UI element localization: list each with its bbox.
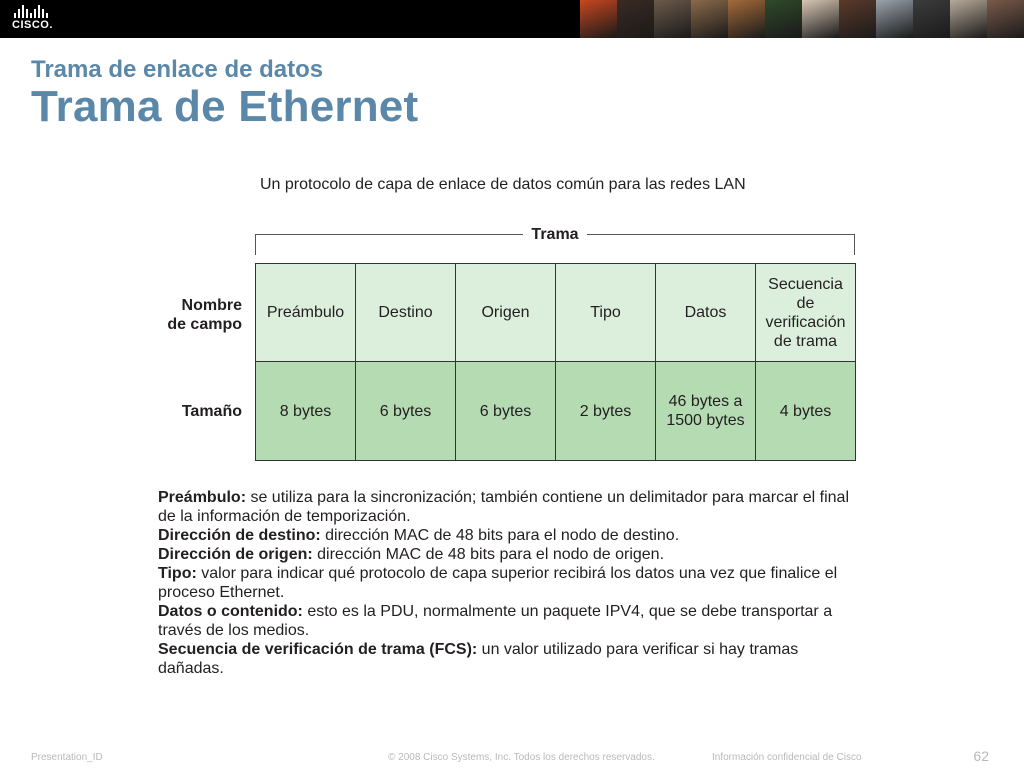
field-name-cell: Preámbulo [256, 264, 356, 362]
footer-copyright: © 2008 Cisco Systems, Inc. Todos los derechos reservados. [388, 752, 655, 763]
frame-bracket [255, 226, 855, 256]
description-item: Dirección de origen: dirección MAC de 48 bits para el nodo de origen. [158, 546, 665, 563]
header-photo [839, 0, 876, 38]
row-label-size: Tamaño [181, 403, 242, 420]
description-item: Preámbulo: se utiliza para la sincronización; también contiene un delimitador para marcar el final de la información de temporización. [158, 489, 849, 525]
header-photo [580, 0, 617, 38]
bracket-label: Trama [255, 226, 855, 244]
field-size-row [256, 362, 856, 461]
diagram-caption: Un protocolo de capa de enlace de datos común para las redes LAN [260, 176, 746, 193]
header-photo [765, 0, 802, 38]
field-size-cell: 46 bytes a 1500 bytes [656, 362, 756, 461]
field-name-cell: Tipo [556, 264, 656, 362]
field-name-cell: Datos [656, 264, 756, 362]
field-size-cell: 4 bytes [756, 362, 856, 461]
header-photo [691, 0, 728, 38]
field-size-cell: 8 bytes [256, 362, 356, 461]
header-photo [802, 0, 839, 38]
description-item: Tipo: valor para indicar qué protocolo de capa superior recibirá los datos una vez que finalice el proceso Ethernet. [158, 565, 838, 601]
row-label-field-name: Nombre de campo [167, 297, 242, 333]
description-item: Secuencia de verificación de trama (FCS): un valor utilizado para verificar si hay tramas dañadas. [158, 641, 799, 677]
page-number: 62 [973, 748, 989, 764]
field-name-cell: Origen [456, 264, 556, 362]
description-item: Dirección de destino: dirección MAC de 48 bits para el nodo de destino. [158, 527, 680, 544]
header-photo [728, 0, 765, 38]
header-photo [654, 0, 691, 38]
cisco-bars-icon [12, 5, 60, 18]
header-photo [987, 0, 1024, 38]
cisco-wordmark: CISCO. [12, 19, 53, 31]
slide-title: Trama de Ethernet [31, 82, 419, 131]
header-photo [617, 0, 654, 38]
field-name-row [256, 264, 856, 362]
header-photo [913, 0, 950, 38]
field-name-cell: Destino [356, 264, 456, 362]
field-name-cell: Secuencia de verificación de trama [756, 264, 856, 362]
field-size-cell: 6 bytes [356, 362, 456, 461]
field-size-cell: 6 bytes [456, 362, 556, 461]
header-photo [950, 0, 987, 38]
cisco-logo [12, 5, 60, 33]
footer-presentation-id: Presentation_ID [31, 752, 103, 763]
header-photo [876, 0, 913, 38]
slide-subtitle: Trama de enlace de datos [31, 56, 324, 83]
description-item: Datos o contenido: esto es la PDU, normalmente un paquete IPV4, que se debe transportar a través de los medios. [158, 603, 833, 639]
header-bar [0, 0, 1024, 38]
field-descriptions [158, 488, 868, 678]
ethernet-frame-table [255, 263, 856, 461]
photo-strip [580, 0, 1024, 38]
field-size-cell: 2 bytes [556, 362, 656, 461]
footer-confidential: Información confidencial de Cisco [712, 752, 862, 763]
